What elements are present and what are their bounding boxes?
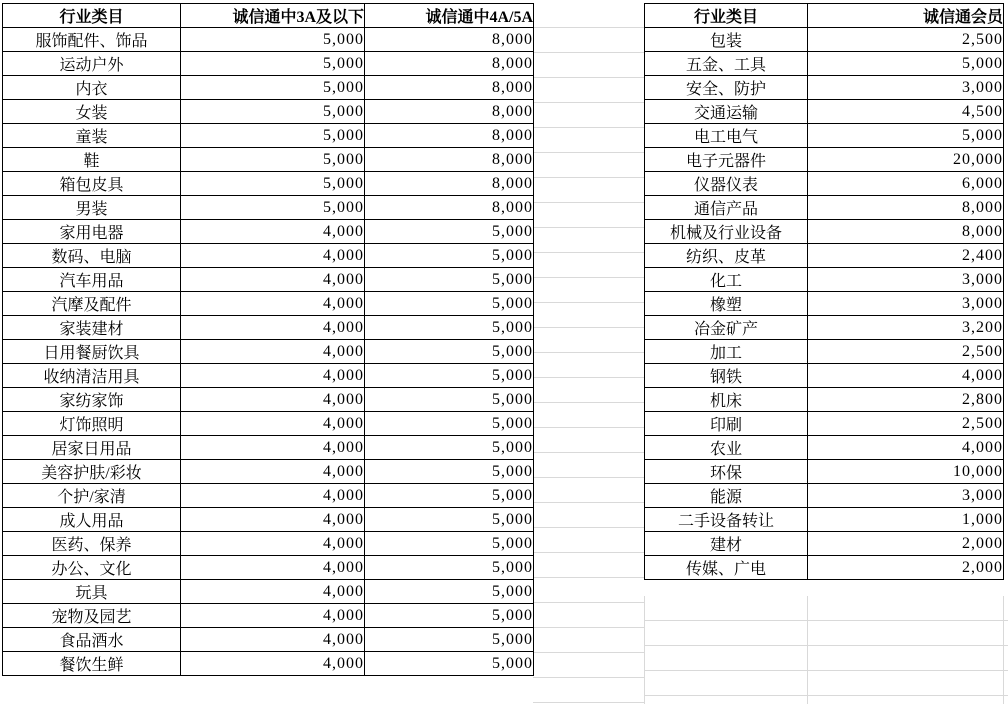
price-cell[interactable]: 4,000 (181, 652, 365, 676)
table-row (645, 388, 1004, 412)
table-row (3, 580, 534, 604)
table-row (645, 508, 1004, 532)
price-cell[interactable]: 4,000 (808, 436, 1004, 460)
category-cell[interactable]: 餐饮生鲜 (3, 652, 181, 676)
category-cell[interactable]: 医药、保养 (3, 532, 181, 556)
price-cell[interactable]: 4,000 (181, 484, 365, 508)
price-cell[interactable]: 5,000 (365, 508, 534, 532)
category-cell[interactable]: 安全、防护 (645, 76, 808, 100)
price-cell[interactable]: 4,000 (181, 388, 365, 412)
table-row (3, 436, 534, 460)
price-cell[interactable]: 6,000 (808, 172, 1004, 196)
header-row (3, 4, 534, 28)
price-cell[interactable]: 4,000 (181, 508, 365, 532)
price-cell[interactable]: 5,000 (365, 316, 534, 340)
empty-spreadsheet-rows (644, 596, 1008, 704)
category-cell[interactable]: 印刷 (645, 412, 808, 436)
price-cell[interactable]: 4,000 (181, 364, 365, 388)
price-cell[interactable]: 8,000 (808, 196, 1004, 220)
column-gridline (807, 596, 808, 704)
column-header-category[interactable]: 行业类目 (645, 4, 808, 28)
price-cell[interactable]: 3,000 (808, 292, 1004, 316)
price-cell[interactable]: 5,000 (181, 28, 365, 52)
table-row (3, 316, 534, 340)
table-row (3, 124, 534, 148)
price-cell[interactable]: 8,000 (365, 196, 534, 220)
table-row (3, 388, 534, 412)
price-cell[interactable]: 8,000 (365, 172, 534, 196)
table-row (645, 292, 1004, 316)
category-cell[interactable]: 通信产品 (645, 196, 808, 220)
table-row (3, 28, 534, 52)
table-row (3, 100, 534, 124)
price-cell[interactable]: 5,000 (808, 124, 1004, 148)
price-cell[interactable]: 5,000 (181, 148, 365, 172)
price-cell[interactable]: 8,000 (365, 52, 534, 76)
table-row (3, 220, 534, 244)
price-cell[interactable]: 5,000 (365, 292, 534, 316)
category-cell[interactable]: 女装 (3, 100, 181, 124)
price-cell[interactable]: 8,000 (365, 100, 534, 124)
price-cell[interactable]: 5,000 (365, 604, 534, 628)
table-row (645, 412, 1004, 436)
table-row (3, 76, 534, 100)
price-cell[interactable]: 1,000 (808, 508, 1004, 532)
price-cell[interactable]: 2,800 (808, 388, 1004, 412)
table-row (3, 292, 534, 316)
category-cell[interactable]: 五金、工具 (645, 52, 808, 76)
left-table-body (3, 28, 534, 676)
price-cell[interactable]: 2,000 (808, 532, 1004, 556)
category-cell[interactable]: 男装 (3, 196, 181, 220)
table-row (3, 484, 534, 508)
table-row (645, 28, 1004, 52)
price-cell[interactable]: 5,000 (365, 652, 534, 676)
price-cell[interactable]: 5,000 (365, 484, 534, 508)
table-row (645, 316, 1004, 340)
price-cell[interactable]: 5,000 (365, 388, 534, 412)
table-row (3, 652, 534, 676)
table-row (645, 340, 1004, 364)
table-row (645, 52, 1004, 76)
price-cell[interactable]: 4,000 (181, 628, 365, 652)
price-cell[interactable]: 8,000 (365, 124, 534, 148)
table-row (645, 364, 1004, 388)
price-cell[interactable]: 5,000 (365, 412, 534, 436)
price-cell[interactable]: 5,000 (365, 268, 534, 292)
category-cell[interactable]: 钢铁 (645, 364, 808, 388)
category-cell[interactable]: 冶金矿产 (645, 316, 808, 340)
table-row (3, 508, 534, 532)
price-cell[interactable]: 3,200 (808, 316, 1004, 340)
table-row (645, 196, 1004, 220)
price-cell[interactable]: 5,000 (365, 580, 534, 604)
table-row (3, 364, 534, 388)
price-cell[interactable]: 5,000 (365, 244, 534, 268)
price-cell[interactable]: 5,000 (181, 76, 365, 100)
price-cell[interactable]: 4,000 (181, 412, 365, 436)
price-cell[interactable]: 3,000 (808, 268, 1004, 292)
price-cell[interactable]: 2,400 (808, 244, 1004, 268)
table-row (645, 172, 1004, 196)
price-cell[interactable]: 2,500 (808, 340, 1004, 364)
price-cell[interactable]: 5,000 (365, 460, 534, 484)
category-cell[interactable]: 食品酒水 (3, 628, 181, 652)
category-cell[interactable]: 二手设备转让 (645, 508, 808, 532)
category-cell[interactable]: 办公、文化 (3, 556, 181, 580)
table-row (645, 484, 1004, 508)
category-cell[interactable]: 加工 (645, 340, 808, 364)
column-gridline (1003, 596, 1004, 704)
category-cell[interactable]: 建材 (645, 532, 808, 556)
price-cell[interactable]: 5,000 (181, 172, 365, 196)
category-cell[interactable]: 灯饰照明 (3, 412, 181, 436)
price-cell[interactable]: 4,000 (181, 580, 365, 604)
category-cell[interactable]: 环保 (645, 460, 808, 484)
price-cell[interactable]: 8,000 (365, 28, 534, 52)
category-cell[interactable]: 居家日用品 (3, 436, 181, 460)
table-row (3, 460, 534, 484)
table-row (3, 340, 534, 364)
price-cell[interactable]: 8,000 (365, 76, 534, 100)
category-cell[interactable]: 橡塑 (645, 292, 808, 316)
category-cell[interactable]: 日用餐厨饮具 (3, 340, 181, 364)
table-row (645, 76, 1004, 100)
table-row (3, 604, 534, 628)
price-cell[interactable]: 20,000 (808, 148, 1004, 172)
price-cell[interactable]: 5,000 (365, 436, 534, 460)
table-row (3, 532, 534, 556)
price-cell[interactable]: 2,500 (808, 28, 1004, 52)
price-cell[interactable]: 4,000 (181, 292, 365, 316)
category-cell[interactable]: 童装 (3, 124, 181, 148)
table-row (645, 100, 1004, 124)
price-cell[interactable]: 5,000 (365, 364, 534, 388)
price-cell[interactable]: 4,000 (181, 268, 365, 292)
table-row (3, 196, 534, 220)
category-cell[interactable]: 仪器仪表 (645, 172, 808, 196)
category-cell[interactable]: 电子元器件 (645, 148, 808, 172)
table-row (3, 244, 534, 268)
price-cell[interactable]: 5,000 (181, 196, 365, 220)
price-cell[interactable]: 2,000 (808, 556, 1004, 580)
category-cell[interactable]: 服饰配件、饰品 (3, 28, 181, 52)
price-cell[interactable]: 4,000 (181, 244, 365, 268)
column-header-3a-and-below[interactable]: 诚信通中3A及以下 (181, 4, 365, 28)
price-cell[interactable]: 3,000 (808, 484, 1004, 508)
price-cell[interactable]: 5,000 (181, 52, 365, 76)
category-cell[interactable]: 内衣 (3, 76, 181, 100)
table-row (645, 148, 1004, 172)
category-cell[interactable]: 农业 (645, 436, 808, 460)
table-row (645, 532, 1004, 556)
column-header-4a-5a[interactable]: 诚信通中4A/5A (365, 4, 534, 28)
table-row (3, 556, 534, 580)
price-cell[interactable]: 4,000 (181, 460, 365, 484)
table-row (645, 268, 1004, 292)
table-row (645, 436, 1004, 460)
category-cell[interactable]: 机械及行业设备 (645, 220, 808, 244)
empty-spreadsheet-column (533, 3, 644, 704)
price-cell[interactable]: 5,000 (365, 556, 534, 580)
price-cell[interactable]: 4,000 (181, 220, 365, 244)
category-cell[interactable]: 收纳清洁用具 (3, 364, 181, 388)
category-cell[interactable]: 家纺家饰 (3, 388, 181, 412)
price-cell[interactable]: 2,500 (808, 412, 1004, 436)
category-cell[interactable]: 宠物及园艺 (3, 604, 181, 628)
category-cell[interactable]: 交通运输 (645, 100, 808, 124)
price-cell[interactable]: 4,000 (181, 604, 365, 628)
category-cell[interactable]: 美容护肤/彩妆 (3, 460, 181, 484)
category-cell[interactable]: 包装 (645, 28, 808, 52)
price-cell[interactable]: 3,000 (808, 76, 1004, 100)
price-cell[interactable]: 4,000 (181, 340, 365, 364)
table-row (645, 556, 1004, 580)
price-cell[interactable]: 4,000 (808, 364, 1004, 388)
category-cell[interactable]: 电工电气 (645, 124, 808, 148)
column-header-category[interactable]: 行业类目 (3, 4, 181, 28)
table-row (645, 460, 1004, 484)
category-cell[interactable]: 成人用品 (3, 508, 181, 532)
category-cell[interactable]: 家用电器 (3, 220, 181, 244)
category-cell[interactable]: 箱包皮具 (3, 172, 181, 196)
category-cell[interactable]: 鞋 (3, 148, 181, 172)
category-cell[interactable]: 传媒、广电 (645, 556, 808, 580)
table-row (3, 268, 534, 292)
price-cell[interactable]: 10,000 (808, 460, 1004, 484)
price-cell[interactable]: 5,000 (365, 340, 534, 364)
price-cell[interactable]: 8,000 (365, 148, 534, 172)
table-row (645, 124, 1004, 148)
pricing-table-left (2, 3, 534, 676)
price-cell[interactable]: 4,000 (181, 556, 365, 580)
right-table-body (645, 28, 1004, 580)
price-cell[interactable]: 4,000 (181, 316, 365, 340)
pricing-table-right (644, 3, 1004, 580)
price-cell[interactable]: 5,000 (365, 628, 534, 652)
table-row (645, 244, 1004, 268)
table-row (645, 220, 1004, 244)
table-row (3, 52, 534, 76)
category-cell[interactable]: 汽车用品 (3, 268, 181, 292)
price-cell[interactable]: 5,000 (808, 52, 1004, 76)
category-cell[interactable]: 数码、电脑 (3, 244, 181, 268)
table-row (3, 148, 534, 172)
category-cell[interactable]: 玩具 (3, 580, 181, 604)
price-cell[interactable]: 4,500 (808, 100, 1004, 124)
category-cell[interactable]: 纺织、皮革 (645, 244, 808, 268)
price-cell[interactable]: 8,000 (808, 220, 1004, 244)
category-cell[interactable]: 机床 (645, 388, 808, 412)
table-row (3, 172, 534, 196)
column-gridline (644, 596, 645, 704)
price-cell[interactable]: 5,000 (365, 220, 534, 244)
table-row (3, 628, 534, 652)
price-cell[interactable]: 4,000 (181, 532, 365, 556)
category-cell[interactable]: 汽摩及配件 (3, 292, 181, 316)
price-cell[interactable]: 4,000 (181, 436, 365, 460)
category-cell[interactable]: 家装建材 (3, 316, 181, 340)
category-cell[interactable]: 能源 (645, 484, 808, 508)
category-cell[interactable]: 个护/家清 (3, 484, 181, 508)
price-cell[interactable]: 5,000 (365, 532, 534, 556)
category-cell[interactable]: 运动户外 (3, 52, 181, 76)
category-cell[interactable]: 化工 (645, 268, 808, 292)
column-header-member[interactable]: 诚信通会员 (808, 4, 1004, 28)
header-row (645, 4, 1004, 28)
price-cell[interactable]: 5,000 (181, 100, 365, 124)
table-row (3, 412, 534, 436)
price-cell[interactable]: 5,000 (181, 124, 365, 148)
